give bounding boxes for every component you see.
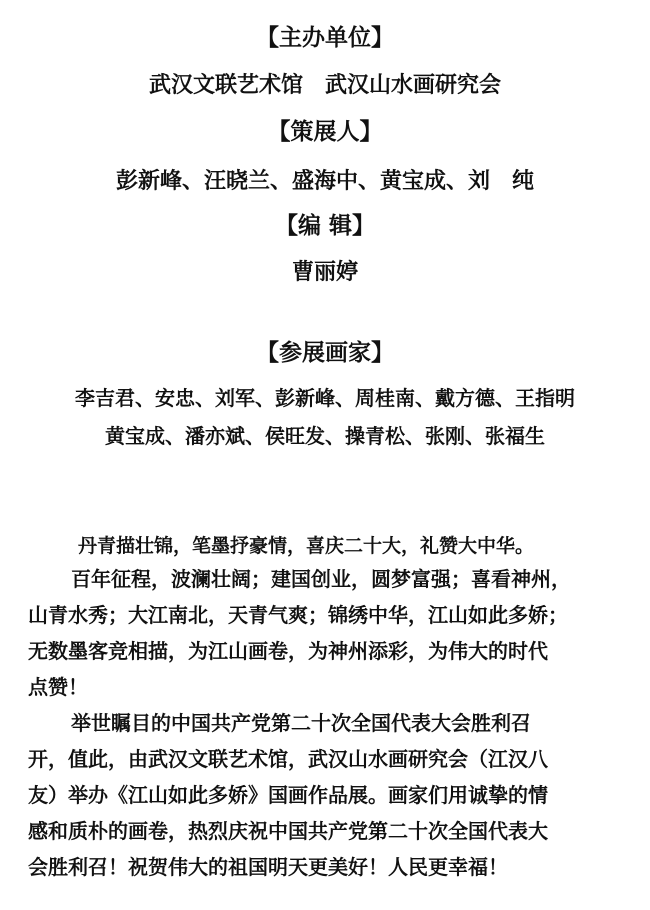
- paragraph-2-line: 会胜利召！祝贺伟大的祖国明天更美好！人民更幸福！: [28, 855, 508, 879]
- paragraph-1-line: 百年征程，波澜壮阔；建国创业，圆梦富强；喜看神州，: [71, 567, 571, 591]
- artists-line-1: 李吉君、安忠、刘军、彭新峰、周桂南、戴方德、王指明: [75, 386, 575, 410]
- paragraph-2-line: 感和质朴的画卷，热烈庆祝中国共产党第二十次全国代表大: [28, 819, 548, 843]
- paragraph-2: [28, 705, 628, 885]
- paragraph-1-line: 无数墨客竞相描，为江山画卷，为神州添彩，为伟大的时代: [28, 639, 548, 663]
- paragraph-1-line: 山青水秀；大江南北，天青气爽；锦绣中华，江山如此多娇；: [28, 603, 568, 627]
- paragraph-2-line: 开，值此，由武汉文联艺术馆，武汉山水画研究会（江汉八: [28, 747, 548, 771]
- paragraph-2-line: 友）举办《江山如此多娇》国画作品展。画家们用诚挚的情: [28, 783, 548, 807]
- organizers-value: 武汉文联艺术馆 武汉山水画研究会: [148, 73, 501, 98]
- paragraph-1: [28, 561, 628, 705]
- curators-heading: 【策展人】: [267, 118, 383, 145]
- organizers-heading: 【主办单位】: [256, 24, 394, 51]
- curators-value: 彭新峰、汪晓兰、盛海中、黄宝成、刘 纯: [115, 169, 534, 194]
- artists-line-2: 黄宝成、潘亦斌、侯旺发、操青松、张刚、张福生: [105, 424, 545, 448]
- artists-heading: 【参展画家】: [256, 339, 394, 366]
- paragraph-2-line: 举世瞩目的中国共产党第二十次全国代表大会胜利召: [71, 711, 531, 735]
- slogan: 丹青描壮锦，笔墨抒豪情，喜庆二十大，礼赞大中华。: [78, 535, 535, 557]
- editor-value: 曹丽婷: [291, 260, 358, 285]
- paragraph-1-line: 点赞！: [28, 675, 88, 699]
- editor-heading: 【编 辑】: [274, 212, 375, 239]
